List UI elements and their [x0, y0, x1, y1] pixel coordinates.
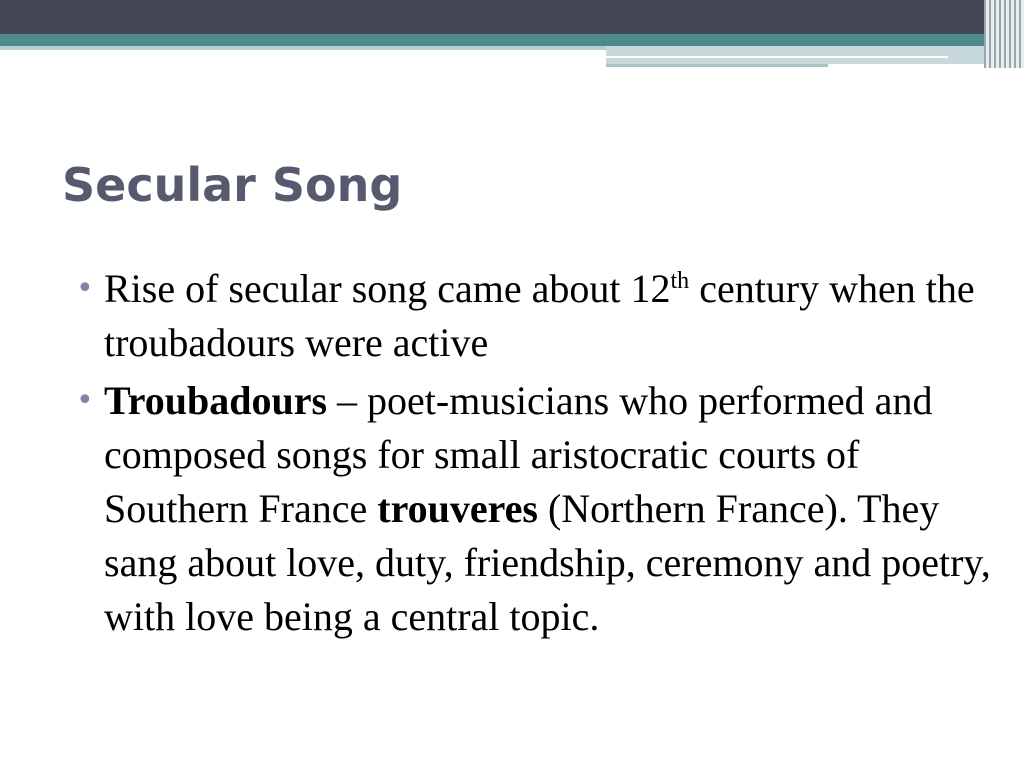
header-banner-accent: [606, 46, 1024, 64]
bullet-text: (Northern France). They sang about love, duty, friendship, ceremony and poetry, with love being a central topic.: [104, 486, 991, 639]
header-banner-light: [0, 46, 610, 50]
term-trouveres: trouveres: [377, 486, 538, 531]
bullet-text: – poet-musicians who performed and composed songs for small aristocratic courts of Southern France: [104, 378, 933, 531]
term-troubadours: Troubadours: [104, 378, 328, 423]
bullet-item: [76, 262, 996, 370]
header-accent-line: [606, 56, 948, 58]
bullet-item: [76, 374, 996, 644]
slide-title: Secular Song: [62, 158, 403, 212]
bullet-dot-icon: •: [76, 271, 94, 306]
header-banner-teal: [0, 34, 1024, 46]
header-accent-line: [606, 64, 828, 67]
header-banner-dark: [0, 0, 1024, 34]
header-stripes: [984, 0, 1024, 68]
bullet-dot-icon: •: [76, 383, 94, 418]
bullet-list: [76, 262, 996, 648]
superscript: th: [670, 268, 690, 294]
bullet-text: century when the troubadours were active: [104, 266, 975, 365]
bullet-text: Rise of secular song came about 12: [104, 266, 671, 311]
